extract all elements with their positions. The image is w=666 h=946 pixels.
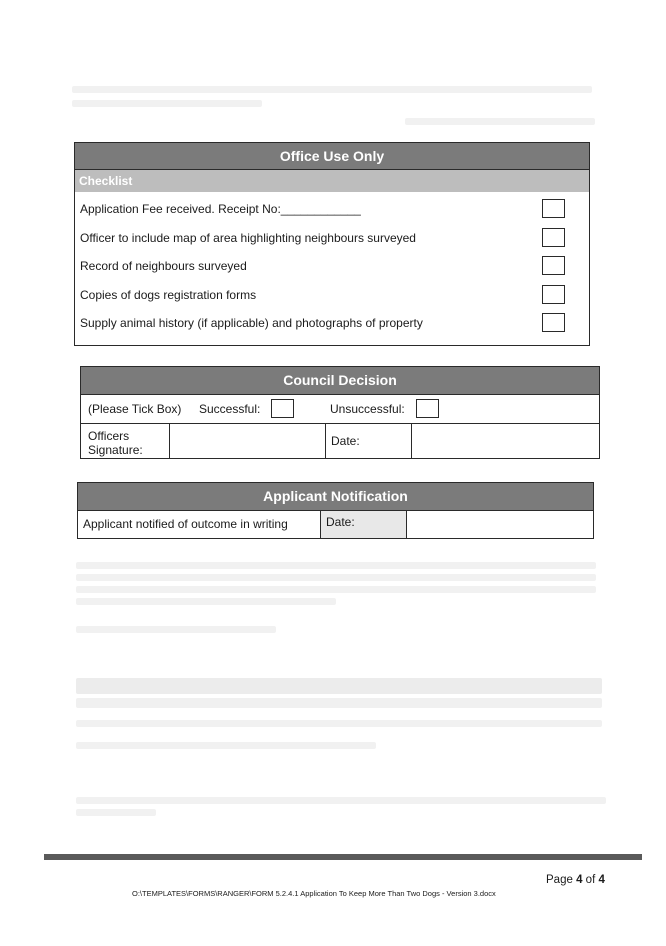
checklist-item-text: Supply animal history (if applicable) and photographs of property — [80, 316, 423, 330]
unsuccessful-label: Unsuccessful: — [330, 402, 405, 416]
applicant-notification-title: Applicant Notification — [78, 483, 593, 511]
decision-date-field[interactable] — [411, 424, 599, 458]
checklist-item-text: Officer to include map of area highlighting neighbours surveyed — [80, 230, 416, 245]
notification-date-field[interactable] — [406, 511, 593, 538]
notification-row — [78, 511, 593, 538]
checklist-item-text: Application Fee received. Receipt No:____________ — [80, 202, 361, 216]
officers-signature-field[interactable] — [169, 424, 325, 458]
neighbours-map-checkbox[interactable] — [542, 228, 565, 247]
neighbours-record-checkbox[interactable] — [542, 256, 565, 275]
checklist-item — [75, 195, 589, 224]
officers-signature-line2: Signature: — [88, 443, 143, 457]
registration-forms-checkbox[interactable] — [542, 285, 565, 304]
checklist-item — [75, 224, 589, 253]
notification-date-label: Date: — [320, 511, 406, 538]
fee-received-checkbox[interactable] — [542, 199, 565, 218]
office-use-only-section — [74, 142, 590, 346]
checklist-item-text: Record of neighbours surveyed — [80, 259, 247, 273]
council-decision-section — [80, 366, 600, 459]
checklist-item-text: Copies of dogs registration forms — [80, 287, 257, 302]
page-current: 4 — [576, 874, 583, 886]
footer-file-path: O:\TEMPLATES\FORMS\RANGER\FORM 5.2.4.1 Application To Keep More Than Two Dogs - Version 3.docx — [132, 889, 496, 898]
decision-date-label: Date: — [325, 424, 411, 458]
unsuccessful-checkbox[interactable] — [416, 399, 439, 418]
applicant-notification-section — [77, 482, 594, 539]
checklist-item — [75, 309, 589, 338]
page-word: Page — [546, 874, 573, 886]
animal-history-checkbox[interactable] — [542, 313, 565, 332]
page-number — [546, 874, 605, 886]
office-use-title: Office Use Only — [75, 143, 589, 170]
page-of: of — [585, 874, 596, 886]
officers-signature-label — [81, 424, 169, 458]
checklist-item — [75, 252, 589, 281]
successful-label: Successful: — [199, 402, 261, 416]
council-decision-title: Council Decision — [81, 367, 599, 395]
checklist-label: Checklist — [75, 170, 589, 192]
officers-signature-line1: Officers — [88, 429, 130, 443]
signature-row — [81, 424, 599, 458]
tick-prompt: (Please Tick Box) — [88, 402, 182, 416]
footer-rule — [44, 854, 642, 860]
page-total: 4 — [598, 874, 605, 886]
successful-checkbox[interactable] — [271, 399, 294, 418]
checklist-item — [75, 281, 589, 310]
notified-text: Applicant notified of outcome in writing — [83, 517, 288, 531]
tick-row — [81, 395, 599, 424]
